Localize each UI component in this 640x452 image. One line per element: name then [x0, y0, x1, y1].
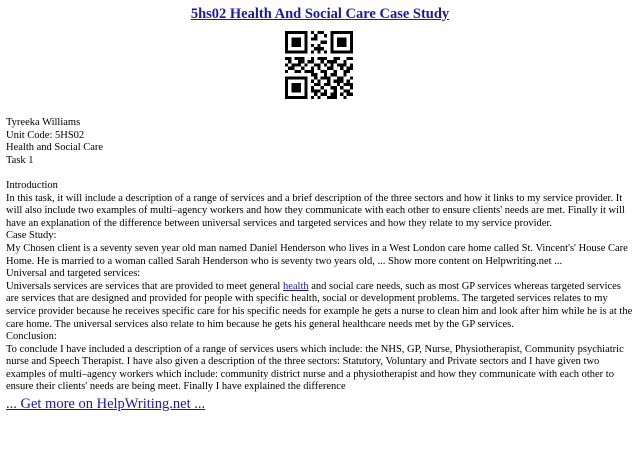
intro-paragraph: In this task, it will include a description of a range of services and a brief description of the three sectors and how it links to my service provider. It will also include two examples of multi–agency workers and how they communicate with each other to ensure clients' needs are met. Finally it will have an explanation of the difference between universal services and targeted services and how they relate to my service provider. — [6, 192, 625, 229]
universal-paragraph — [6, 281, 634, 331]
author-name: Tyreeka Williams — [6, 117, 81, 128]
spacer — [6, 167, 634, 180]
task-line: Task 1 — [6, 154, 34, 166]
universal-text-before: Universals services are services that are provided to meet general — [6, 280, 283, 292]
health-link[interactable]: health — [282, 280, 309, 292]
document-body — [6, 117, 634, 394]
universal-heading: Universal and targeted services: — [6, 268, 141, 280]
get-more-link[interactable]: ... Get more on HelpWriting.net ... — [6, 396, 206, 412]
document-title-link[interactable]: 5hs02 Health And Social Care Case Study — [190, 6, 450, 22]
intro-heading: Introduction — [6, 179, 58, 191]
unit-code: Unit Code: 5HS02 — [6, 129, 85, 141]
qr-code-image — [285, 31, 353, 99]
case-study-heading: Case Study: — [6, 230, 57, 242]
case-study-paragraph: My Chosen client is a seventy seven year old man named Daniel Henderson who lives in a West London care home called St. Vincent's' House Care Home. He is married to a woman called Sarah Henderson who is seventy two years old, ... Show more content on Helpwriting.net ... — [6, 242, 628, 267]
conclusion-paragraph: To conclude I have included a description of a range of services users which include: the NHS, GP, Nurse, Physiotherapist, Community psychiatric nurse and Speech Therapist. I have also given a description of the three sectors: Statutory, Voluntary and Private sectors and I have given two examples of multi–agency workers which include: community district nurse and a physiotherapist and how they communicate with each other to ensure their clients' needs are being meet. Finally I have explained the difference — [6, 343, 624, 393]
subject-line: Health and Social Care — [6, 142, 104, 154]
conclusion-heading: Conclusion: — [6, 331, 57, 343]
universal-text-after: and social care needs, such as most GP services whereas targeted services are services that are designed and provided for people with specific health, social or development problems. The targeted services relates to my service provider because he receives specific care for his specific needs for example he gets a nurse to clean him and look after him while he is at the care home. The universal services also relate to him because he gets his general healthcare needs met by the GP services. — [6, 280, 633, 330]
